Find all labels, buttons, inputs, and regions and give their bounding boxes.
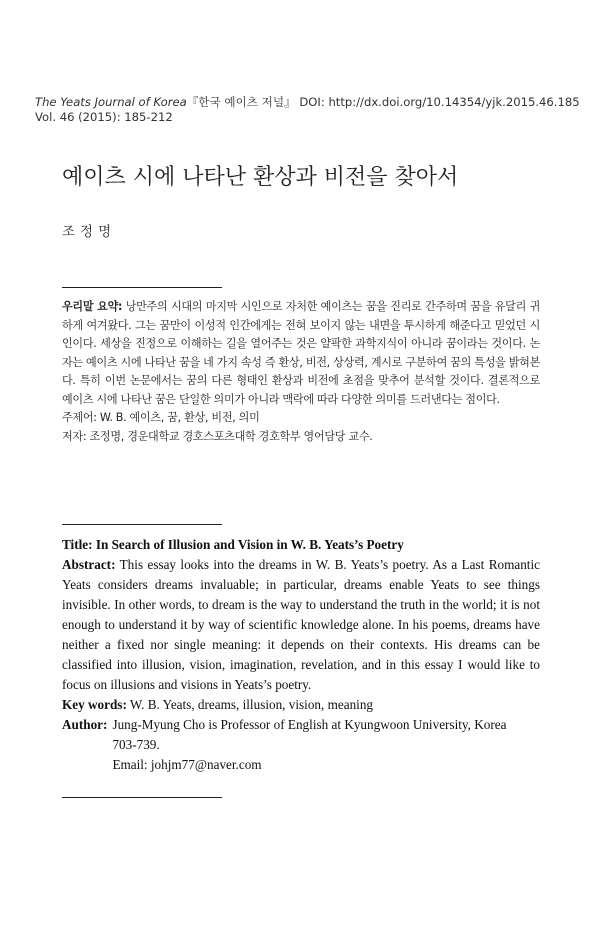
author-name: 조정명	[62, 224, 117, 240]
english-abstract-label: Abstract:	[62, 557, 116, 572]
english-author-label: Author:	[62, 717, 108, 732]
korean-author-label: 저자:	[62, 429, 87, 443]
korean-abstract	[62, 298, 540, 409]
english-abstract	[62, 555, 540, 695]
paper-title: 예이츠 시에 나타난 환상과 비전을 찾아서	[62, 165, 459, 190]
english-author-content	[112, 715, 540, 775]
english-keywords-label: Key words:	[62, 697, 127, 712]
english-keywords-text: W. B. Yeats, dreams, illusion, vision, meaning	[126, 697, 374, 712]
english-abstract-text: This essay looks into the dreams in W. B. Yeats’s poetry. As a Last Romantic Yeats considers dreams invaluable; in particular, dreams enable Yeats to see things invisible. In other words, to dream is the way to understand the truth in the world; it is not enough to understand it by way of scientific knowledge alone. In his poems, dreams have neither a fixed nor single meaning: it depends on their contexts. His dreams can be classified into illusion, vision, imagination, revelation, and in this essay I would like to focus on illusions and visions in Yeats’s poetry.	[62, 557, 540, 692]
divider-rule	[62, 797, 222, 798]
english-title-label: Title:	[62, 537, 93, 552]
english-author-line2: 703-739.	[112, 737, 160, 752]
journal-title-ko: 『한국 예이츠 저널』	[186, 95, 296, 109]
english-abstract-block	[62, 535, 540, 775]
korean-keywords-label: 주제어:	[62, 411, 97, 424]
english-title-text: In Search of Illusion and Vision in W. B. Yeats’s Poetry	[92, 537, 404, 552]
english-author	[62, 715, 540, 775]
doi-link[interactable]: http://dx.doi.org/10.14354/yjk.2015.46.185	[328, 95, 580, 109]
korean-keywords	[62, 409, 540, 428]
korean-keywords-text: W. B. 예이츠, 꿈, 환상, 비전, 의미	[96, 411, 260, 424]
korean-abstract-label: 우리말 요약:	[62, 300, 123, 313]
korean-author	[62, 428, 540, 447]
korean-abstract-text: 낭만주의 시대의 마지막 시인으로 자처한 예이츠는 꿈을 진리로 간주하며 꿈을 유달리 귀하게 여겨왔다. 그는 꿈만이 이성적 인간에게는 전혀 보이지 않는 내면을 투시하게 해준다고 믿었던 시인이다. 세상을 진정으로 이해하는 길을 열어주는 것은 얄팍한 과학지식이 아니라 꿈이라는 것이다. 논자는 예이츠 시에 나타난 꿈을 네 가지 속성 즉 환상, 비전, 상상력, 계시로 구분하여 꿈의 특성을 밝혀본다. 특히 이번 논문에서는 꿈의 다른 형태인 환상과 비전에 초점을 맞추어 분석할 것이다. 결론적으로 예이츠 시에 나타난 꿈은 단일한 의미가 아니라 맥락에 따라 다양한 의미를 드러낸다는 점이다.	[62, 300, 540, 406]
divider-rule	[62, 524, 222, 525]
journal-citation	[35, 94, 580, 110]
divider-rule	[62, 287, 222, 288]
english-keywords	[62, 695, 540, 715]
korean-author-text: 조정명, 경운대학교 경호스포츠대학 경호학부 영어담당 교수.	[86, 429, 373, 443]
english-author-email[interactable]: Email: johjm77@naver.com	[112, 757, 262, 772]
english-author-line1: Jung-Myung Cho is Professor of English at Kyungwoon University, Korea	[112, 717, 507, 732]
korean-abstract-block	[62, 298, 540, 446]
doi-label: DOI:	[299, 95, 325, 109]
journal-title-en: The Yeats Journal of Korea	[35, 95, 187, 109]
volume-line: Vol. 46 (2015): 185-212	[35, 110, 173, 124]
english-title	[62, 535, 540, 555]
